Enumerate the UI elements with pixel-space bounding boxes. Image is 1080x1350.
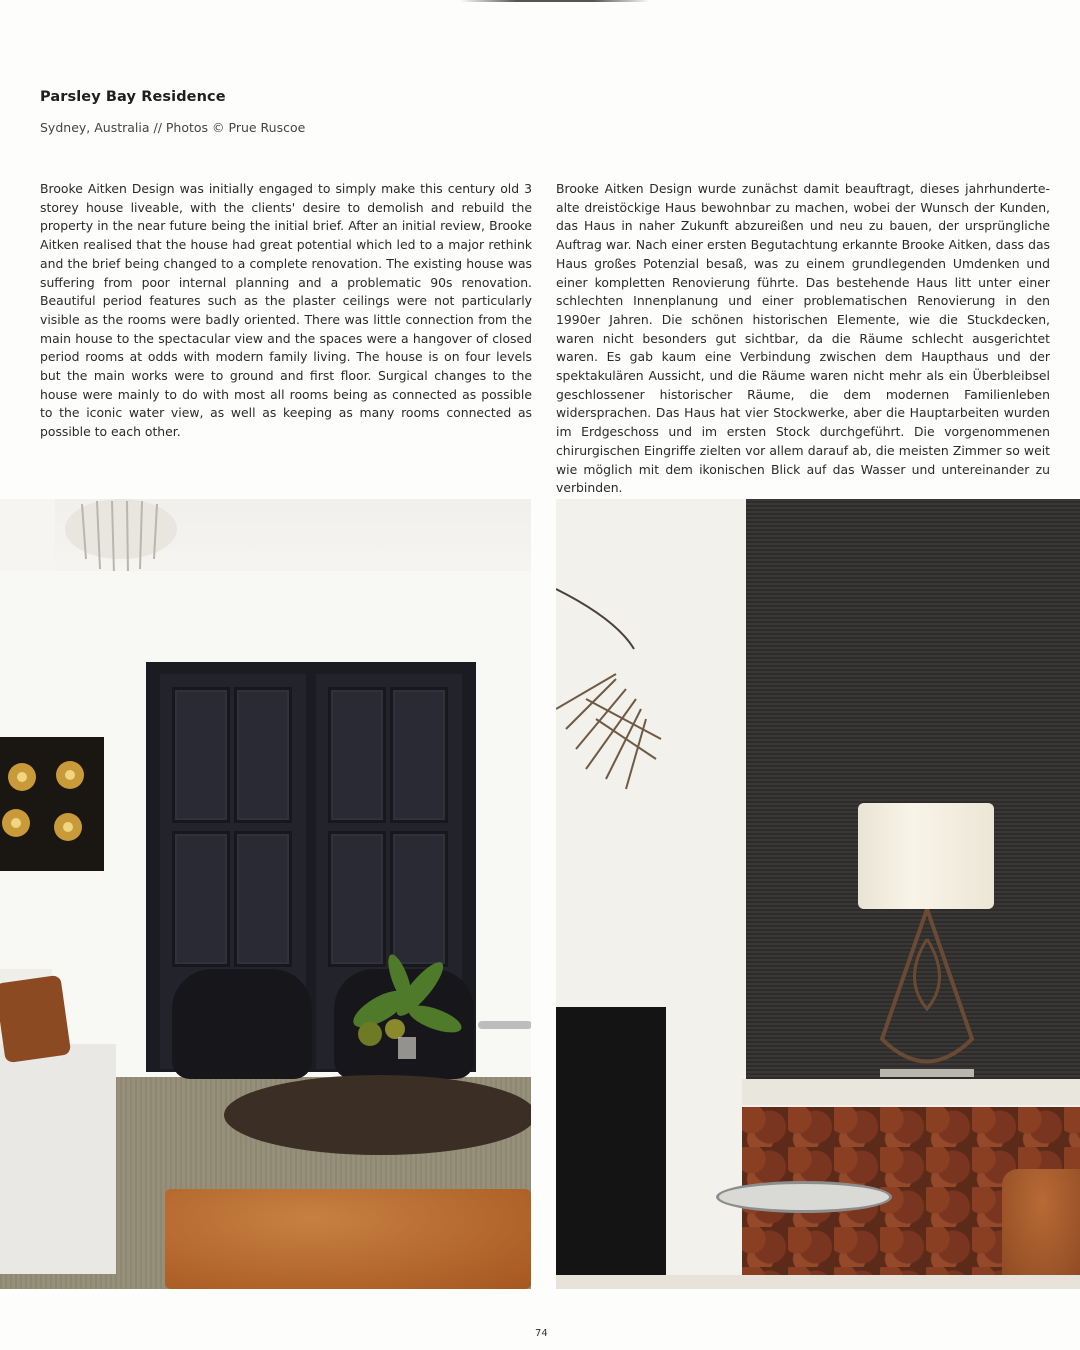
door-panel: [234, 831, 292, 967]
plant-icon: [340, 949, 470, 1059]
leather-ottoman: [165, 1189, 531, 1289]
page-number: 74: [535, 1328, 548, 1339]
top-rule: [460, 0, 650, 2]
lampshade: [858, 803, 994, 909]
door-panel: [234, 687, 292, 823]
sofa: [0, 1044, 116, 1274]
leather-cushion: [0, 975, 71, 1063]
side-table: [478, 1021, 531, 1029]
fireplace-photo: [556, 499, 1080, 1289]
english-text-column: Brooke Aitken Design was initially engaged to simply make this century old 3 storey house liveable, with the clients' desire to demolish and rebuild the property in the near future being the initial brief. After an initial review, Brooke Aitken realised that the house had great potential which led to a major rethink and the brief being changed to a complete renovation. The existing house was suffering from poor internal planning and a problematic 90s renovation. Beautiful period features such as the plaster ceilings were not particularly visible as the rooms were badly oriented. There was little connection from the main house to the spectacular view and the spaces were a hangover of closed period rooms at odds with modern family living. The house is on four levels but the main works were to ground and first floor. Surgical changes to the house were mainly to do with most all rooms being as connected as possible to the iconic water view, as well as keeping as many rooms connected as possible to each other.: [40, 181, 532, 440]
artwork: [0, 737, 104, 871]
door-panel: [390, 687, 448, 823]
coffee-table: [224, 1075, 531, 1155]
grass-wreath-icon: [556, 579, 676, 809]
article-title: Parsley Bay Residence: [40, 89, 226, 105]
door-panel: [328, 687, 386, 823]
door-panel: [172, 831, 230, 967]
chandelier-icon: [62, 499, 180, 579]
armchair: [172, 969, 312, 1079]
door-panel: [328, 831, 386, 967]
door-panel: [390, 831, 448, 967]
tray-table: [716, 1181, 892, 1213]
article-subtitle: Sydney, Australia // Photos © Prue Ruscoe: [40, 120, 306, 135]
fireplace: [556, 1007, 666, 1289]
floor: [556, 1275, 1080, 1289]
door-panel: [172, 687, 230, 823]
stone-ledge: [742, 1079, 1080, 1105]
german-text-column: Brooke Aitken Design wurde zunächst damit beauftragt, dieses jahrhundertealte dreistöckige Haus bewohnbar zu machen, wobei der Wunsch der Kunden, das Haus in naher Zukunft abzureißen und neu zu bauen, der ursprüngliche Auftrag war. Nach einer ersten Begutachtung erkannte Brooke Aitken, dass das Haus großes Potenzial besaß, was zu einem grundlegenden Umdenken und einer kompletten Renovierung führte. Das bestehende Haus litt unter einer schlechten Innenplanung und einer problematischen Renovierung in den 1990er Jahren. Die schönen historischen Elemente, wie die Stuckdecken, waren nicht besonders gut sichtbar, da die Räume schlecht ausgerichtet waren. Es gab kaum eine Verbindung zwischen dem Haupthaus und der spektakulären Aussicht, und die Räume waren nicht mehr als ein Überbleibsel geschlossener historischer Räume, die dem modernen Familienleben widersprachen. Das Haus hat vier Stockwerke, aber die Hauptarbeiten wurden im Erdgeschoss und im ersten Stock durchgeführt. Die vorgenommenen chirurgischen Eingriffe zielten vor allem darauf ab, die meisten Zimmer so weit wie möglich mit dem ikonischen Blick auf das Wasser und untereinander zu verbinden.: [556, 181, 1050, 496]
living-room-photo: [0, 499, 531, 1289]
lamp-base-icon: [872, 909, 982, 1079]
leather-chair: [1002, 1169, 1080, 1279]
